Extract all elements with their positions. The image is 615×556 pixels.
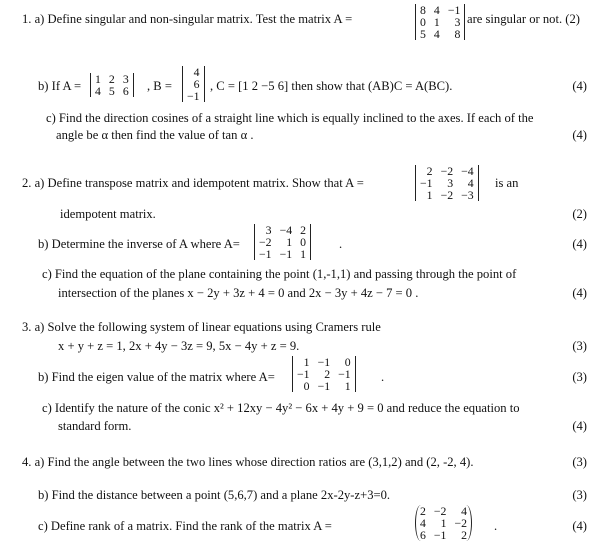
q4c-dot: . <box>494 519 498 533</box>
q2c-line2: intersection of the planes x − 2y + 3z + 4 = 0 and 2x − 3y + 4z − 7 = 0 . <box>58 286 419 300</box>
q3c-line1: c) Identify the nature of the conic x² + 12xy − 4y² − 6x + 4y + 9 = 0 and reduce the equation to <box>42 401 520 415</box>
q1b-lhs: b) If A = <box>38 79 82 93</box>
q1a-text: 1. a) Define singular and non-singular matrix. Test the matrix A = <box>22 12 353 26</box>
q3a-marks: (3) <box>572 339 587 353</box>
q2a-line2: idempotent matrix. <box>60 207 156 221</box>
q2a-marks: (2) <box>572 207 587 221</box>
q1a-matrix: 8 4 −1 0 1 3 5 4 8 <box>415 4 465 40</box>
q3b-dot: . <box>381 370 385 384</box>
q2a-after: is an <box>495 176 519 190</box>
q4a-marks: (3) <box>572 455 587 469</box>
q2b-text: b) Determine the inverse of A where A= <box>38 237 240 251</box>
q3c-marks: (4) <box>572 419 587 433</box>
q4a-text: 4. a) Find the angle between the two lines whose direction ratios are (3,1,2) and (2, -2, 4). <box>22 455 474 469</box>
q1b-marks: (4) <box>572 79 587 93</box>
q2b-dot: . <box>339 237 343 251</box>
q2c-line1: c) Find the equation of the plane containing the point (1,-1,1) and passing through the point of <box>42 267 517 281</box>
q3b-matrix: 1 −1 0 −1 2 −1 0 −1 1 <box>292 356 356 392</box>
q4c-matrix: 2 −2 4 4 1 −2 6 −1 2 <box>415 505 472 541</box>
q3a-line1: 3. a) Solve the following system of linear equations using Cramers rule <box>22 320 381 334</box>
q4c-text: c) Define rank of a matrix. Find the rank of the matrix A = <box>38 519 332 533</box>
q3b-marks: (3) <box>572 370 587 384</box>
q2c-marks: (4) <box>572 286 587 300</box>
q3a-line2: x + y + z = 1, 2x + 4y − 3z = 9, 5x − 4y + z = 9. <box>58 339 300 353</box>
q2b-matrix: 3 −4 2 −2 1 0 −1 −1 1 <box>254 224 311 260</box>
q1c-line2: angle be α then find the value of tan α . <box>56 128 254 142</box>
q4b-marks: (3) <box>572 488 587 502</box>
q2a-matrix: 2 −2 −4 −1 3 4 1 −2 −3 <box>415 165 479 201</box>
q2a-text: 2. a) Define transpose matrix and idempotent matrix. Show that A = <box>22 176 364 190</box>
q1b-matrix-b: 4 6 −1 <box>182 66 205 102</box>
q1c-marks: (4) <box>572 128 587 142</box>
q1c-line1: c) Find the direction cosines of a straight line which is equally inclined to the axes. If each of the <box>46 111 534 125</box>
q3c-line2: standard form. <box>58 419 132 433</box>
q3b-text: b) Find the eigen value of the matrix where A= <box>38 370 275 384</box>
q2b-marks: (4) <box>572 237 587 251</box>
q4c-marks: (4) <box>572 519 587 533</box>
q1b-matrix-a: 1 2 3 4 5 6 <box>90 73 134 97</box>
q1a-after: are singular or not. (2) <box>467 12 580 26</box>
q1b-rest: , C = [1 2 −5 6] then show that (AB)C = A(BC). <box>210 79 453 93</box>
q4b-text: b) Find the distance between a point (5,6,7) and a plane 2x-2y-z+3=0. <box>38 488 391 502</box>
q1b-b-label: , B = <box>147 79 172 93</box>
